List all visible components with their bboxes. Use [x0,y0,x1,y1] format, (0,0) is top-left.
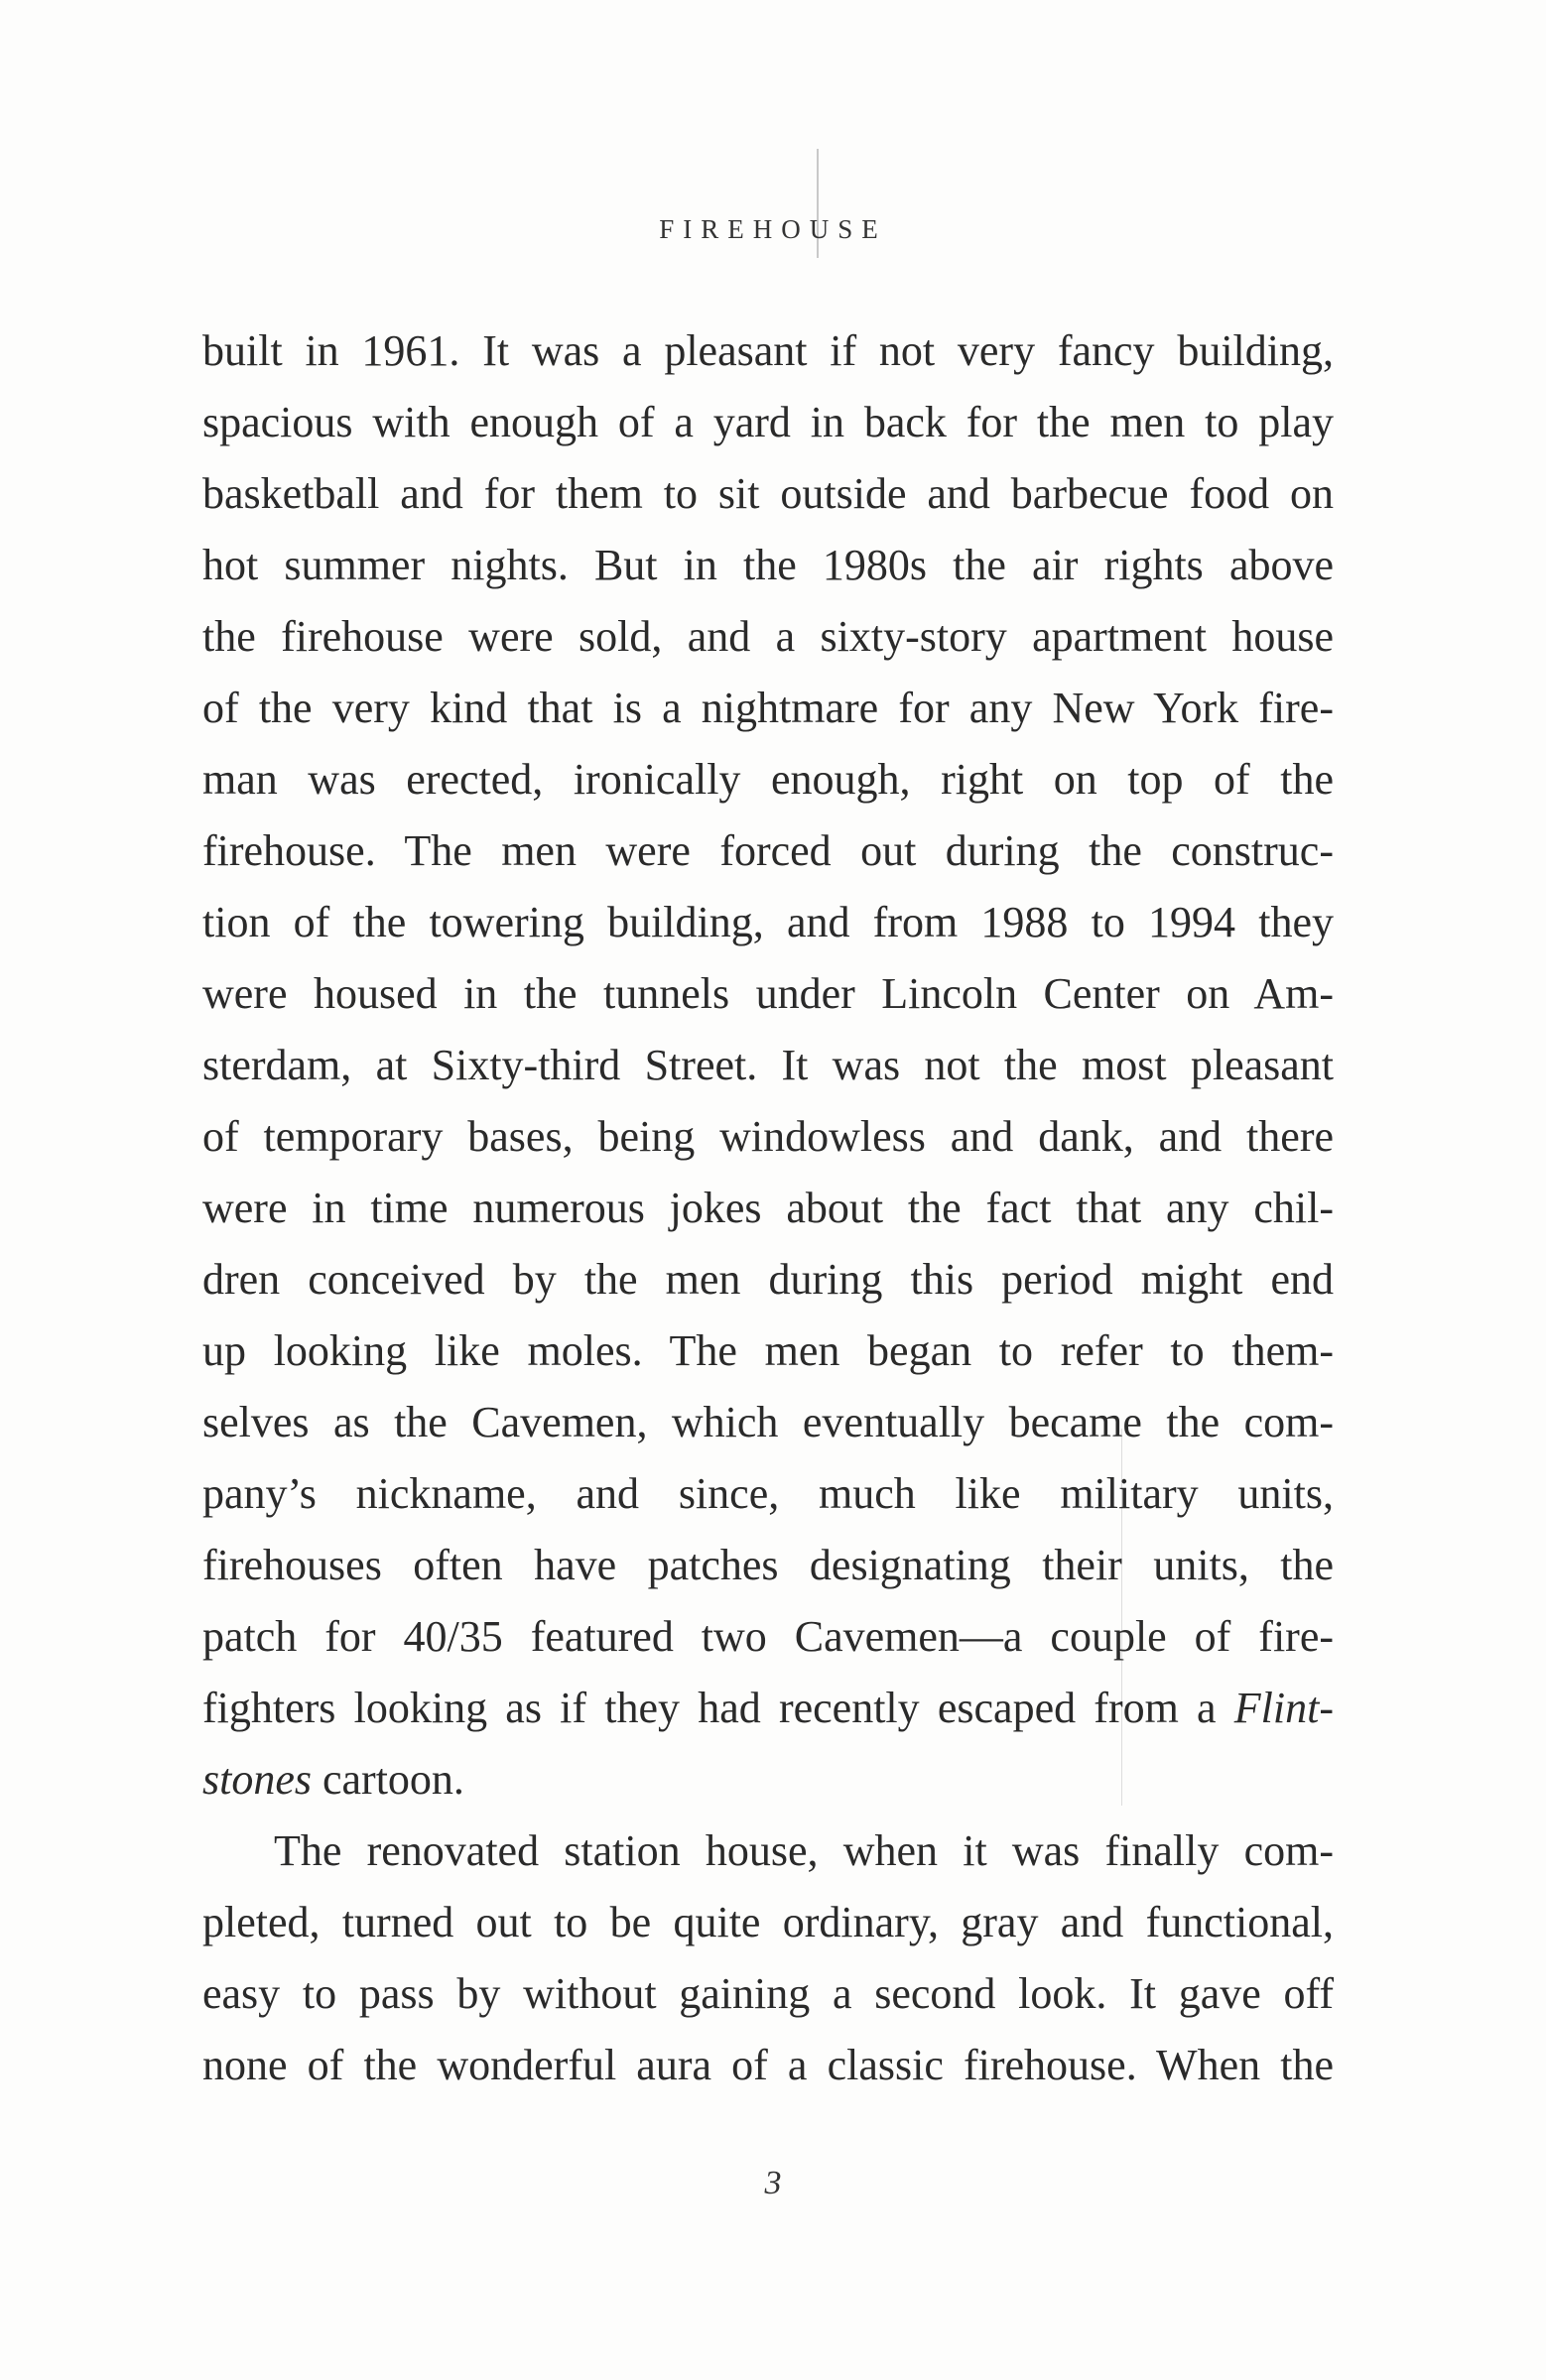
text-line: none of the wonderful aura of a classic firehouse. When the [202,2041,1334,2089]
body-text [202,315,1334,2101]
text-line: of temporary bases, being windowless and dank, and there [202,1112,1334,1161]
text-line: were in time numerous jokes about the fact that any chil- [202,1184,1334,1232]
text-line: sterdam, at Sixty-third Street. It was not the most pleasant [202,1041,1334,1089]
text-line: hot summer nights. But in the 1980s the air rights above [202,541,1334,589]
text-run: fighters looking as if they had recently escaped from a [202,1684,1234,1732]
text-line: the firehouse were sold, and a sixty-story apartment house [202,612,1334,661]
text-line [202,1744,1334,1816]
italic-title: Flint- [1233,1684,1334,1732]
text-line: man was erected, ironically enough, right on top of the [202,755,1334,804]
text-line: pleted, turned out to be quite ordinary, gray and functional, [202,1898,1334,1946]
text-line: basketball and for them to sit outside and barbecue food on [202,469,1334,518]
running-head: FIREHOUSE [659,214,887,244]
text-line: firehouses often have patches designating their units, the [202,1541,1334,1589]
text-line: of the very kind that is a nightmare for any New York fire- [202,684,1334,732]
text-line: spacious with enough of a yard in back for the men to play [202,398,1334,446]
text-line: easy to pass by without gaining a second look. It gave off [202,1969,1334,2018]
text-line [202,1673,1334,1744]
text-line: firehouse. The men were forced out during the construc- [202,826,1334,875]
page-number: 3 [764,2165,782,2201]
text-line: were housed in the tunnels under Lincoln Center on Am- [202,969,1334,1018]
text-line: tion of the towering building, and from 1988 to 1994 they [202,898,1334,946]
text-line: The renovated station house, when it was finally com- [274,1826,1334,1875]
text-line: selves as the Cavemen, which eventually became the com- [202,1398,1334,1446]
text-line: built in 1961. It was a pleasant if not very fancy building, [202,326,1334,375]
text-line: dren conceived by the men during this period might end [202,1255,1334,1304]
text-line: up looking like moles. The men began to refer to them- [202,1326,1334,1375]
text-line: patch for 40/35 featured two Cavemen—a couple of fire- [202,1612,1334,1661]
text-run: cartoon. [312,1755,464,1804]
text-line: pany’s nickname, and since, much like military units, [202,1469,1334,1518]
italic-title: stones [202,1755,312,1804]
